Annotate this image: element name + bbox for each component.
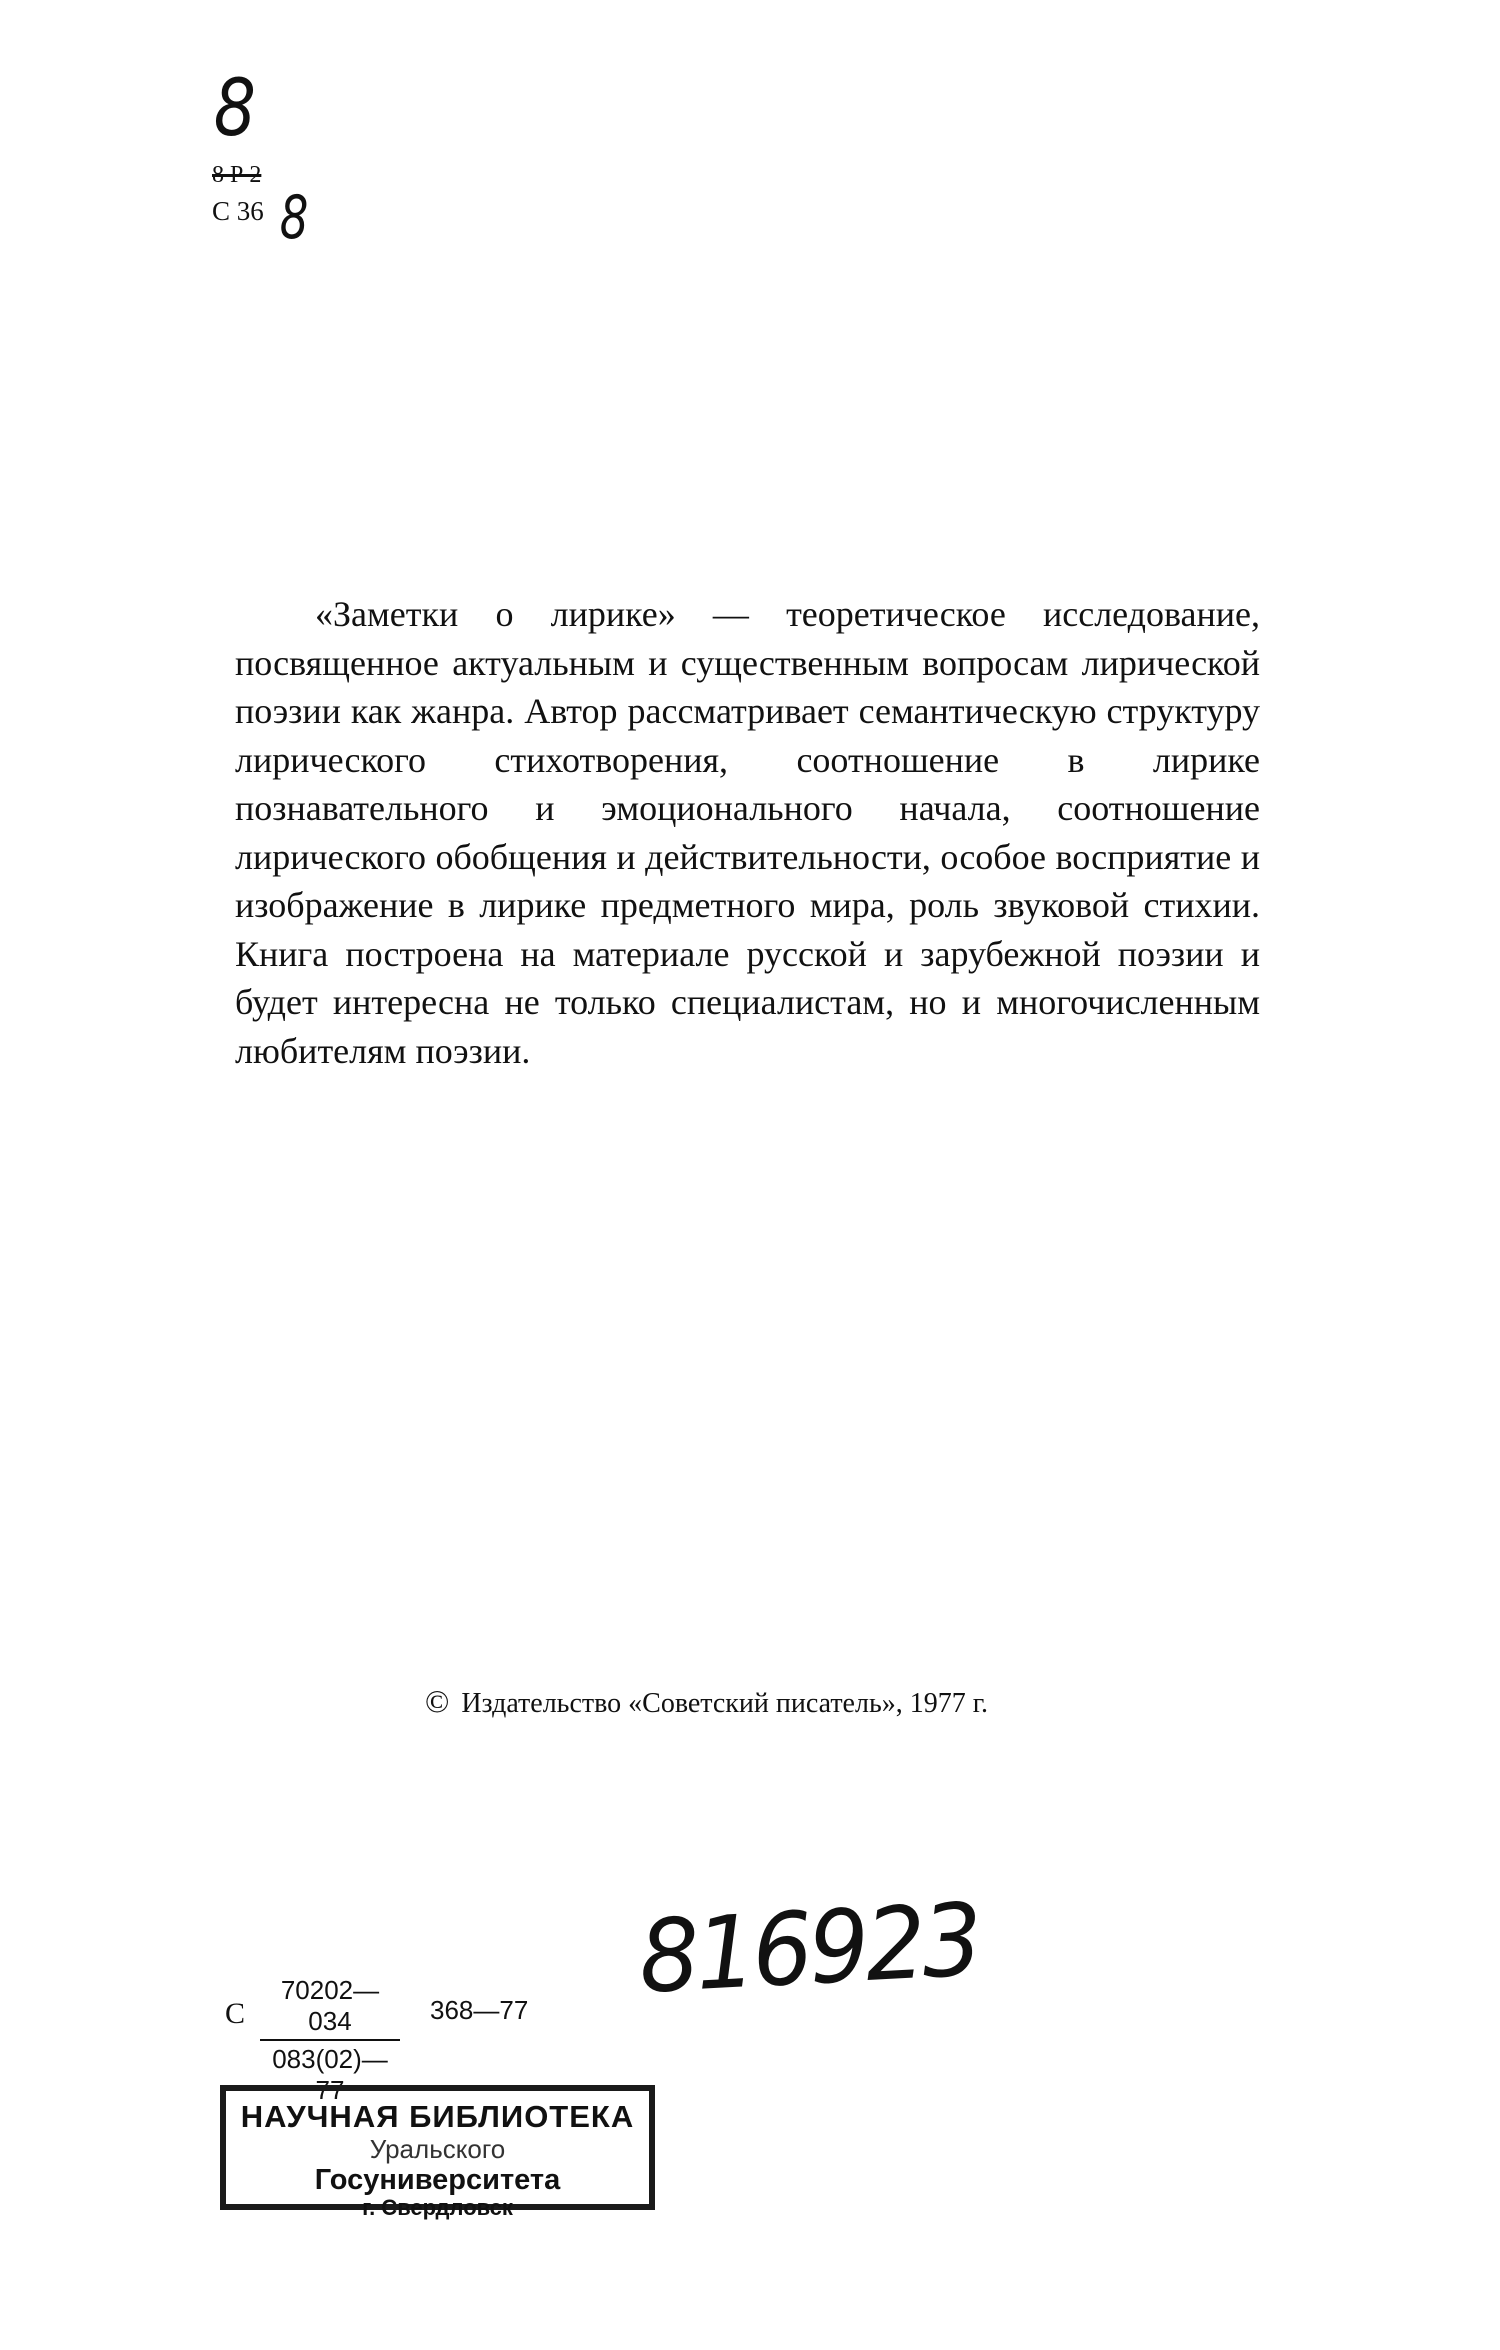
index-code: С 36: [212, 196, 264, 226]
stamp-line-4: г. Свердловск: [362, 2195, 513, 2220]
classification-numerator: 70202—034: [260, 1975, 400, 2041]
book-abstract: «Заметки о лирике» — теоретическое исследование, посвященное актуальным и существенным вопросам лирической поэзии как жанра. Автор рассматривает семантическую структуру лирического стихотворения, соотношение в лирике познавательного и эмоционального начала, соотношение лирического обобщения и действительности, особое восприятие и изображение в лирике предметного мира, роль звуковой стихии. Книга построена на материале русской и зарубежной поэзии и будет интересна не только специалистам, но и многочисленным любителям поэзии.: [235, 594, 1260, 1071]
library-stamp: [220, 2085, 655, 2220]
copyright-symbol: ©: [425, 1683, 450, 1719]
stamp-line-2: Уральского: [369, 2134, 506, 2164]
handwritten-mark: 8: [213, 64, 256, 154]
copyright-line: [425, 1683, 988, 1720]
stamp-line-1: НАУЧНАЯ БИБЛИОТЕКА: [240, 2099, 635, 2134]
stamp-line-3: Госуниверситета: [314, 2164, 561, 2196]
classification-suffix: 368—77: [430, 1995, 529, 2025]
copyright-text: Издательство «Советский писатель», 1977 г.: [461, 1688, 989, 1719]
handwritten-inventory-number: 816923: [636, 1881, 982, 2016]
classification-letter: С: [225, 1997, 246, 2030]
struck-index-code: 8 Р 2: [212, 162, 262, 188]
classification-denominator: 083(02)—77: [272, 2044, 388, 2105]
handwritten-index-mark: 8: [279, 183, 309, 253]
